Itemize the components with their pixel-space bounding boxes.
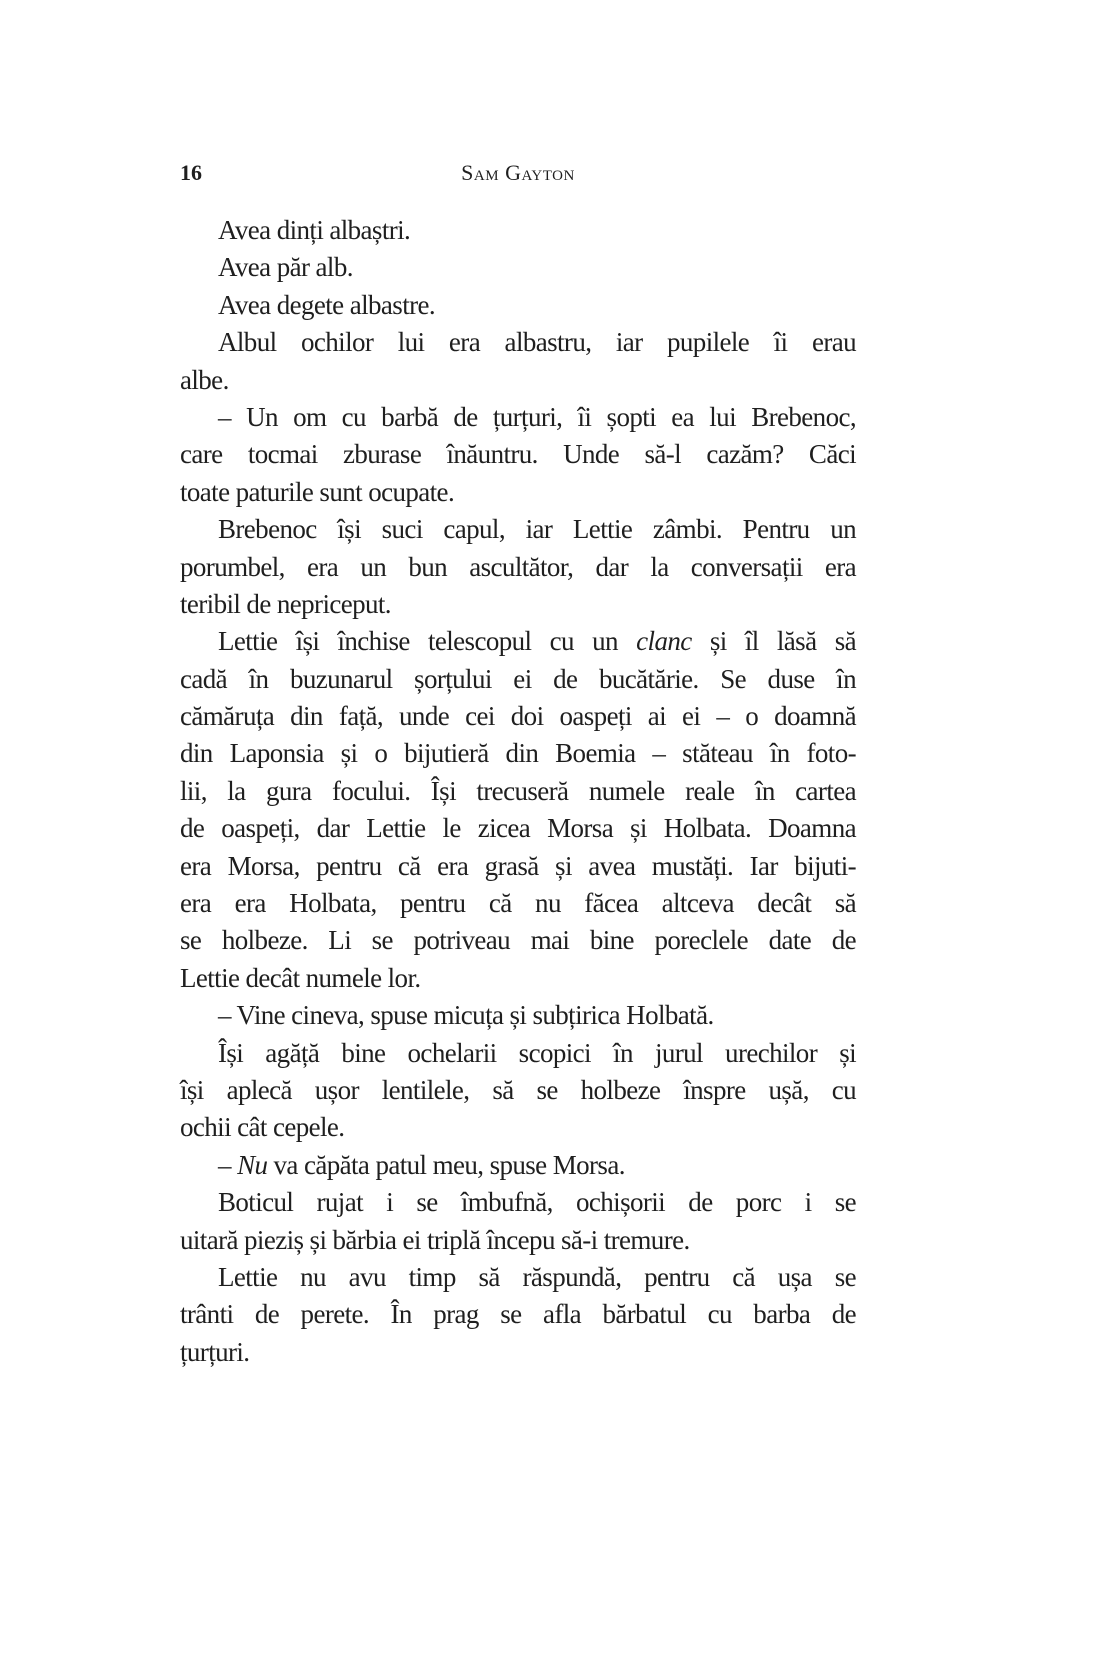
italic-emphasis: clanc bbox=[636, 626, 692, 657]
text-line: uitară pieziș și bărbia ei triplă începu să-i tremure. bbox=[180, 1224, 690, 1255]
text-line: cadă în buzunarul șorțului ei de bucătărie. Se duse în bbox=[180, 663, 856, 694]
text-line: – Nu va căpăta patul meu, spuse Morsa. bbox=[218, 1149, 625, 1180]
paragraph bbox=[180, 324, 856, 399]
text-line: – Vine cineva, spuse micuța și subțirica Holbată. bbox=[218, 1000, 714, 1031]
paragraph bbox=[180, 511, 856, 623]
paragraph bbox=[180, 399, 856, 511]
text-line: Lettie decât numele lor. bbox=[180, 962, 421, 993]
text-line: teribil de nepriceput. bbox=[180, 588, 391, 619]
page-number: 16 bbox=[180, 160, 202, 185]
paragraph bbox=[180, 1184, 856, 1259]
text-line: Boticul rujat i se îmbufnă, ochișorii de porc i se bbox=[218, 1187, 856, 1218]
text-line: Lettie își închise telescopul cu un clanc și îl lăsă să bbox=[218, 626, 856, 657]
text-line: lii, la gura focului. Își trecuseră numele reale în cartea bbox=[180, 775, 856, 806]
text-line: toate paturile sunt ocupate. bbox=[180, 476, 455, 507]
paragraph bbox=[180, 1147, 856, 1184]
page-header bbox=[180, 160, 856, 196]
text-line: care tocmai zburase înăuntru. Unde să-l cazăm? Căci bbox=[180, 439, 856, 470]
text-line: trânti de perete. În prag se afla bărbatul cu barba de bbox=[180, 1299, 856, 1330]
paragraph bbox=[180, 249, 856, 286]
text-line: albe. bbox=[180, 364, 229, 395]
text-line: Brebenoc își suci capul, iar Lettie zâmbi. Pentru un bbox=[218, 514, 856, 545]
paragraph bbox=[180, 997, 856, 1034]
text-line: Albul ochilor lui era albastru, iar pupilele îi erau bbox=[218, 327, 856, 358]
text-line: porumbel, era un bun ascultător, dar la conversații era bbox=[180, 551, 856, 582]
text-line: Lettie nu avu timp să răspundă, pentru că ușa se bbox=[218, 1261, 856, 1292]
paragraph bbox=[180, 1259, 856, 1371]
text-line: ochii cât cepele. bbox=[180, 1112, 345, 1143]
paragraph bbox=[180, 212, 856, 249]
text-line: se holbeze. Li se potriveau mai bine poreclele date de bbox=[180, 925, 856, 956]
italic-emphasis: Nu bbox=[237, 1149, 268, 1180]
text-line: Avea păr alb. bbox=[218, 252, 353, 283]
text-line: țurțuri. bbox=[180, 1336, 250, 1367]
body-text bbox=[180, 212, 856, 1371]
paragraph bbox=[180, 623, 856, 997]
text-line: din Laponsia și o bijutieră din Boemia – stăteau în foto- bbox=[180, 738, 856, 769]
text-line: cămăruța din față, unde cei doi oaspeți ai ei – o doamnă bbox=[180, 701, 856, 732]
text-line: era era Holbata, pentru că nu făcea altceva decât să bbox=[180, 888, 856, 919]
text-line: – Un om cu barbă de țurțuri, îi șopti ea lui Brebenoc, bbox=[218, 401, 856, 432]
text-line: își aplecă ușor lentilele, să se holbeze înspre ușă, cu bbox=[180, 1074, 856, 1105]
text-line: Avea dinți albaștri. bbox=[218, 215, 411, 245]
text-line: era Morsa, pentru că era grasă și avea mustăți. Iar bijuti- bbox=[180, 850, 856, 881]
paragraph bbox=[180, 1035, 856, 1147]
text-line: Avea degete albastre. bbox=[218, 289, 436, 320]
text-line: de oaspeți, dar Lettie le zicea Morsa și Holbata. Doamna bbox=[180, 813, 856, 844]
paragraph bbox=[180, 287, 856, 324]
text-line: Își agăță bine ochelarii scopici în jurul urechilor și bbox=[218, 1037, 856, 1068]
running-head-author: Sam Gayton bbox=[461, 160, 575, 185]
